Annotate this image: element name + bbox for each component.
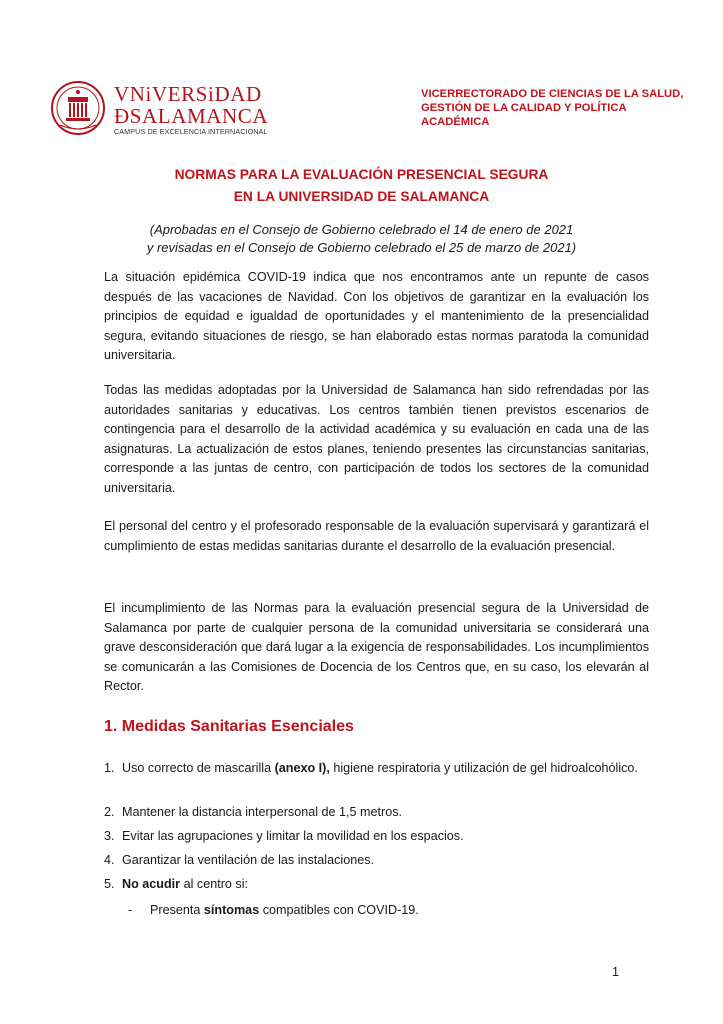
approval-note bbox=[0, 221, 723, 257]
list-number: 3. bbox=[104, 829, 115, 843]
list-number: 4. bbox=[104, 853, 115, 867]
list-item-text bbox=[122, 759, 649, 778]
list-text-part: compatibles con COVID-19. bbox=[259, 903, 419, 917]
list-item-text bbox=[122, 875, 649, 894]
list-text-part: al centro si: bbox=[180, 877, 248, 891]
list-item bbox=[104, 827, 649, 846]
list-item-text: Mantener la distancia interpersonal de 1,5 metros. bbox=[122, 805, 403, 819]
list-number: 2. bbox=[104, 805, 115, 819]
university-seal-icon bbox=[50, 80, 106, 136]
list-text-part: Uso correcto de mascarilla bbox=[122, 761, 275, 775]
document-title bbox=[0, 164, 723, 208]
paragraph-measures: Todas las medidas adoptadas por la Universidad de Salamanca han sido refrendadas por las autoridades sanitarias y educativas. Los centros también tienen previstos escenarios de contingencia para el desarrollo de la actividad académica y su evaluación en cada una de las asignaturas. La actualización de estos planes, teniendo presentes las circunstancias sanitarias, corresponde a las juntas de centro, con participación de todos los sectores de la comunidad universitaria. bbox=[104, 383, 649, 495]
vicerrectorado-line: ACADÉMICA bbox=[421, 116, 490, 128]
section-heading: 1. Medidas Sanitarias Esenciales bbox=[104, 718, 354, 735]
list-item-text: Evitar las agrupaciones y limitar la movilidad en los espacios. bbox=[122, 829, 464, 843]
list-text-bold: No acudir bbox=[122, 877, 181, 891]
list-number: 1. bbox=[104, 761, 115, 775]
approval-line: y revisadas en el Consejo de Gobierno celebrado el 25 de marzo de 2021) bbox=[146, 240, 577, 255]
list-text-bold: (anexo I), bbox=[274, 761, 330, 775]
list-item bbox=[104, 851, 649, 870]
paragraph-situation: La situación epidémica COVID-19 indica que nos encontramos ante un repunte de casos después de las vacaciones de Navidad. Con los objetivos de garantizar en la evaluación los principios de equidad e igualdad de oportunidades y el mantenimiento de la presencialidad segura, evitando situaciones de riesgo, se han elaborado estas normas paratoda la comunidad universitaria. bbox=[104, 270, 649, 363]
university-logo bbox=[50, 80, 269, 140]
campus-subtitle: CAMPUS DE EXCELENCIA INTERNACIONAL bbox=[114, 127, 268, 136]
sub-list-item bbox=[128, 901, 419, 920]
title-line: NORMAS PARA LA EVALUACIÓN PRESENCIAL SEGURA bbox=[174, 167, 549, 182]
list-item bbox=[104, 759, 649, 778]
vicerrectorado-heading bbox=[421, 87, 684, 129]
approval-line: (Aprobadas en el Consejo de Gobierno celebrado el 14 de enero de 2021 bbox=[149, 222, 574, 237]
university-name bbox=[114, 83, 268, 127]
list-item-text: Garantizar la ventilación de las instalaciones. bbox=[122, 853, 375, 867]
university-name-line1: VNiVERSiDAD bbox=[114, 82, 262, 106]
list-number: 5. bbox=[104, 877, 115, 891]
list-text-bold: síntomas bbox=[203, 903, 260, 917]
vicerrectorado-line: VICERRECTORADO DE CIENCIAS DE LA SALUD, bbox=[421, 88, 684, 100]
page-number: 1 bbox=[612, 965, 619, 979]
list-item bbox=[104, 803, 649, 822]
list-item bbox=[104, 875, 649, 894]
university-name-line2: ÐSALAMANCA bbox=[114, 104, 269, 128]
list-text-part: Presenta bbox=[150, 903, 204, 917]
title-line: EN LA UNIVERSIDAD DE SALAMANCA bbox=[233, 189, 490, 204]
paragraph-supervision: El personal del centro y el profesorado responsable de la evaluación supervisará y garantizará el cumplimiento de estas medidas sanitarias durante el desarrollo de la evaluación presencial. bbox=[104, 519, 649, 553]
dash-bullet: - bbox=[128, 903, 133, 917]
paragraph-noncompliance: El incumplimiento de las Normas para la evaluación presencial segura de la Universidad de Salamanca por parte de cualquier persona de la comunidad universitaria se considerará una grave desconsideración que dará lugar a la exigencia de responsabilidades. Los incumplimientos se comunicarán a las Comisiones de Docencia de los Centros que, en su caso, los elevarán al Rector. bbox=[104, 601, 649, 694]
list-text-part: higiene respiratoria y utilización de gel hidroalcohólico. bbox=[329, 761, 638, 775]
vicerrectorado-line: GESTIÓN DE LA CALIDAD Y POLÍTICA bbox=[421, 102, 627, 114]
